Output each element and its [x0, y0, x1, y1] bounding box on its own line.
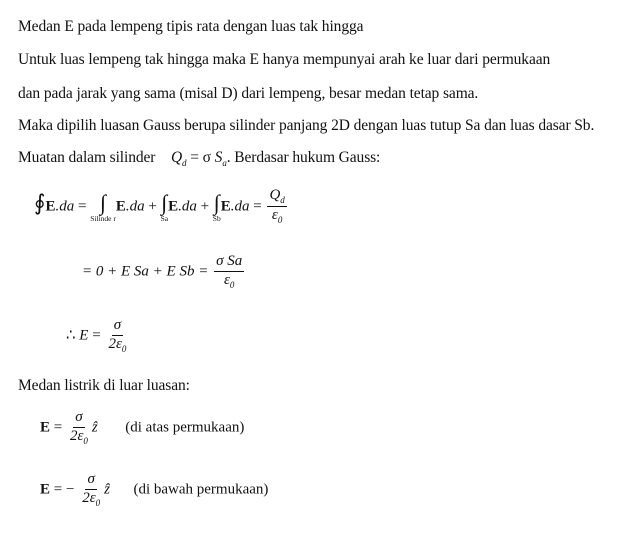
- muatan-line: [18, 149, 380, 168]
- step3-fraction: $\frac{\sigma}{2\varepsilon_0}$: [108, 317, 127, 354]
- closed-integral: ∮: [34, 189, 46, 215]
- charge-sub: d: [182, 158, 187, 169]
- outside-label: Medan listrik di luar luasan:: [18, 377, 190, 394]
- charge-symbol: Q: [170, 149, 183, 166]
- plus-sign: +: [144, 198, 161, 215]
- step2-fraction: $\frac{\text{σ Sa}}{\varepsilon_0}$: [216, 253, 243, 290]
- limit-sa: Sa: [160, 213, 169, 223]
- step3-equation: ∴ E = $\frac{\sigma}{2\varepsilon_0}$: [66, 317, 127, 354]
- integral-cylinder: ∫ Silinde r: [90, 189, 116, 223]
- paragraph-line-3: Maka dipilih luasan Gauss berupa silinder panjang 2D dengan luas tutup Sa dan luas dasar Sb.: [18, 117, 595, 134]
- gauss-equation: ∮ E.da = ∫ Silinde r E.da + ∫ Sa E.da + ∫ Sb E.da = $\frac{Q_d}{\varepsilon_0}$: [34, 187, 285, 226]
- step2-equation: [82, 254, 246, 290]
- muatan-prefix: Muatan dalam silinder: [18, 149, 156, 166]
- integrand-E: E: [45, 198, 56, 215]
- result-above-fraction: $\frac{\sigma}{2\varepsilon_0}$: [69, 409, 88, 446]
- result-above: E = $\frac{\sigma}{2\varepsilon_0}$ ẑ (di atas permukaan): [40, 409, 245, 446]
- muatan-suffix: . Berdasar hukum Gauss:: [226, 149, 381, 166]
- limit-cylinder: Silinde r: [90, 213, 116, 223]
- result-below-fraction: $\frac{\sigma}{2\varepsilon_0}$: [82, 471, 101, 508]
- paragraph-line-1: Untuk luas lempeng tak hingga maka E hanya mempunyai arah ke luar dari permukaan: [18, 51, 551, 68]
- result-above-note: (di atas permukaan): [125, 419, 245, 436]
- area-symbol: S: [214, 149, 223, 166]
- integral-sb: ∫ Sb: [212, 189, 221, 223]
- step2-lhs: = 0 + E Sa + E Sb =: [82, 263, 209, 280]
- integral-sa: ∫ Sa: [160, 189, 169, 223]
- gauss-fraction: $\frac{Q_d}{\varepsilon_0}$: [269, 187, 285, 226]
- result-below-note: (di bawah permukaan): [133, 481, 269, 498]
- integrand-da: .da: [55, 198, 75, 215]
- area-sub: a: [222, 158, 227, 169]
- equals-sign: =: [74, 198, 91, 215]
- therefore-symbol: ∴: [66, 327, 76, 344]
- result-below: E = − $\frac{\sigma}{2\varepsilon_0}$ ẑ (di bawah permukaan): [40, 471, 269, 508]
- heading-text: Medan E pada lempeng tipis rata dengan luas tak hingga: [18, 18, 364, 35]
- z-hat-unit: ẑ: [91, 419, 98, 436]
- equals-sigma: = σ: [186, 149, 215, 166]
- step3-var: E: [79, 327, 89, 344]
- limit-sb: Sb: [212, 213, 221, 223]
- z-hat-unit: ẑ: [104, 481, 110, 498]
- paragraph-line-2: dan pada jarak yang sama (misal D) dari lempeng, besar medan tetap sama.: [18, 85, 479, 102]
